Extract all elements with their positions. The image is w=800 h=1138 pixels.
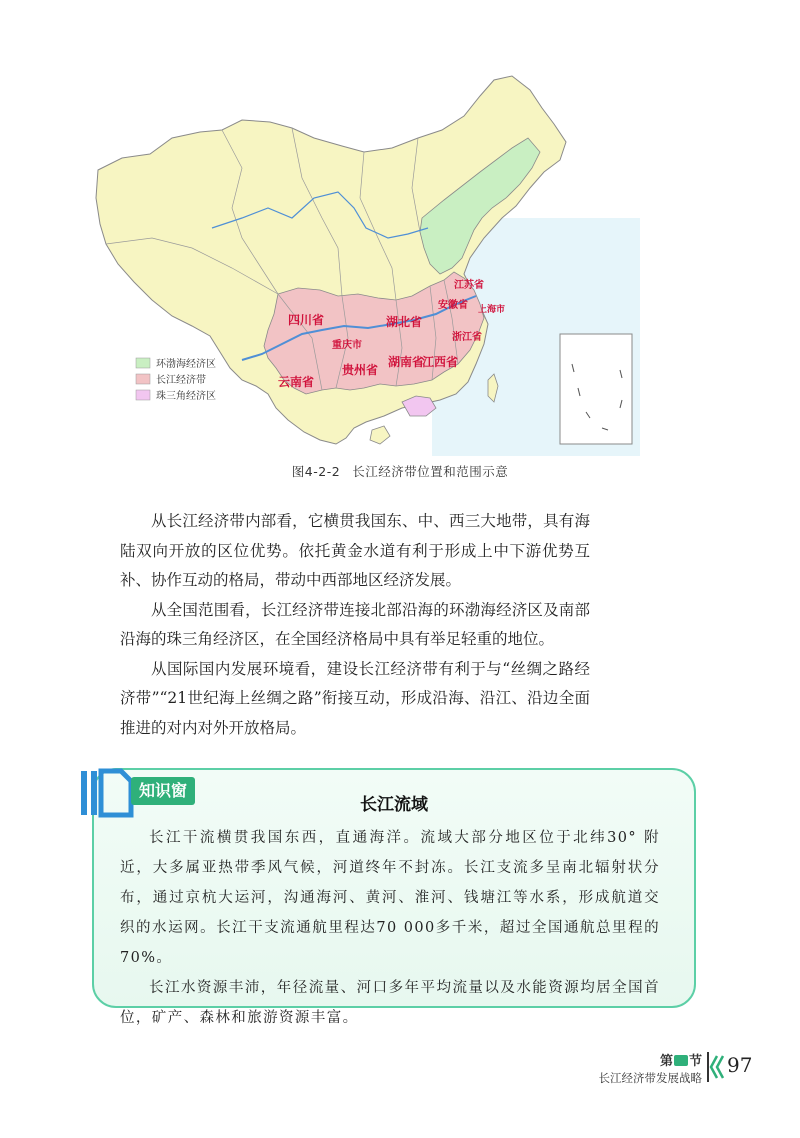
label-chongqing: 重庆市 xyxy=(332,340,362,351)
south-china-sea-inset xyxy=(560,334,632,444)
map-legend xyxy=(136,357,216,402)
figure-title: 长江经济带位置和范围示意 xyxy=(352,464,509,479)
legend-swatch-yangtze xyxy=(136,374,150,384)
knowledge-paragraph: 长江干流横贯我国东西，直通海洋。流域大部分地区位于北纬30° 附近，大多属亚热带季风气候，河道终年不封冻。长江支流多呈南北辐射状分布，通过京杭大运河，沟通海河、黄河、淮河、钱塘江等水系，形成航道交织的水运网。长江干支流通航里程达70 000多千米，超过全国通航总里程的70%。 xyxy=(120,830,660,966)
legend-swatch-prd xyxy=(136,390,150,400)
label-anhui: 安徽省 xyxy=(438,300,468,311)
label-shanghai: 上海市 xyxy=(478,304,506,314)
legend-label-prd: 珠三角经济区 xyxy=(156,391,216,402)
label-hubei: 湖北省 xyxy=(386,315,423,329)
label-sichuan: 四川省 xyxy=(288,313,325,327)
section-indicator xyxy=(599,1050,703,1069)
body-paragraph: 从国际国内发展环境看，建设长江经济带有利于与“丝绸之路经济带”“21世纪海上丝绸之路”衔接互动，形成沿海、沿江、沿边全面推进的对内对外开放格局。 xyxy=(120,659,590,737)
label-jiangsu: 江苏省 xyxy=(454,280,484,291)
legend-label-bohai: 环渤海经济区 xyxy=(156,359,216,370)
body-paragraph: 从长江经济带内部看，它横贯我国东、中、西三大地带，具有海陆双向开放的区位优势。依托黄金水道有利于形成上中下游优势互补、协作互动的格局，带动中西部地区经济发展。 xyxy=(120,512,590,589)
section-number-box xyxy=(674,1055,688,1066)
map-svg xyxy=(92,68,640,456)
knowledge-box-title: 长江流域 xyxy=(360,795,428,815)
legend-label-yangtze: 长江经济带 xyxy=(156,375,206,386)
knowledge-window-tag: 知识窗 xyxy=(131,777,195,805)
label-jiangxi: 江西省 xyxy=(422,355,459,369)
legend-swatch-bohai xyxy=(136,358,150,368)
section-prefix: 第 xyxy=(659,1054,673,1069)
knowledge-box-text xyxy=(120,823,660,1033)
page-number: 97 xyxy=(727,1053,753,1077)
page-chevron-icon xyxy=(707,1052,725,1082)
body-text xyxy=(120,507,590,743)
hainan-island xyxy=(370,426,390,444)
label-zhejiang: 浙江省 xyxy=(452,332,482,343)
figure-caption xyxy=(0,462,800,480)
figure-number: 图4-2-2 xyxy=(291,464,341,479)
body-paragraph: 从全国范围看，长江经济带连接北部沿海的环渤海经济区及南部沿海的珠三角经济区，在全国经济格局中具有举足轻重的地位。 xyxy=(120,600,590,648)
section-subtitle: 长江经济带发展战略 xyxy=(598,1071,702,1085)
label-hunan: 湖南省 xyxy=(388,355,425,369)
label-yunnan: 云南省 xyxy=(278,375,315,389)
yangtze-economic-belt-map xyxy=(92,68,640,456)
section-suffix: 节 xyxy=(688,1054,702,1069)
label-guizhou: 贵州省 xyxy=(342,363,379,377)
page-footer xyxy=(599,1050,703,1086)
knowledge-paragraph: 长江水资源丰沛，年径流量、河口多年平均流量以及水能资源均居全国首位，矿产、森林和旅游资源丰富。 xyxy=(120,980,660,1026)
